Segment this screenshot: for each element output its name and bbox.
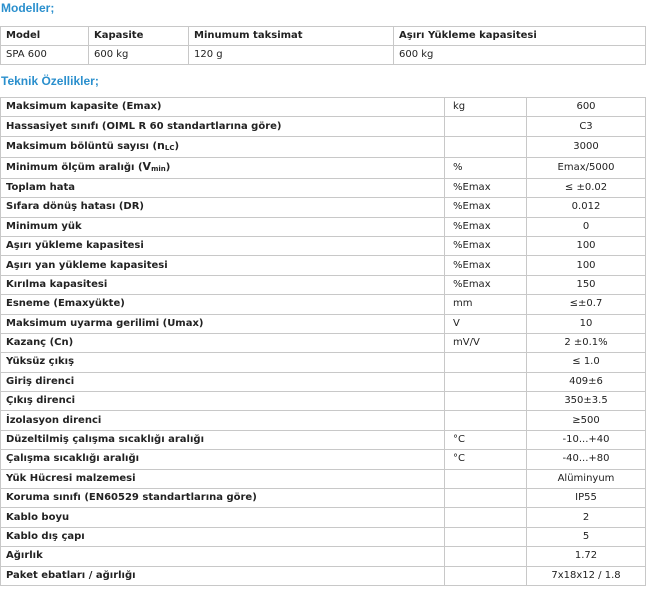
spec-unit [445,566,527,585]
spec-name [1,256,445,275]
spec-name-text: Çıkış direnci [6,395,76,407]
spec-name-text: Kırılma kapasitesi [6,278,108,290]
table-row [1,333,646,352]
spec-unit: % [445,157,527,178]
spec-value: C3 [527,117,646,136]
spec-name [1,566,445,585]
spec-name-symbol: n [157,138,165,152]
spec-name-text: Kazanç (Cn) [6,337,74,349]
spec-name [1,508,445,527]
table-row [1,489,646,508]
spec-name [1,314,445,333]
spec-value: 600 [527,98,646,117]
cell-model: SPA 600 [1,46,89,65]
spec-name-text: Hassasiyet sınıfı (OIML R 60 standartlarına göre) [6,120,282,132]
spec-name-text: Aşırı yükleme kapasitesi [6,240,144,252]
spec-name [1,333,445,352]
spec-name-text: Maksimum uyarma gerilimi (Umax) [6,317,204,329]
spec-name [1,157,445,178]
table-row [1,198,646,217]
spec-unit [445,508,527,527]
spec-value: 3000 [527,136,646,157]
spec-unit: %Emax [445,178,527,197]
spec-name [1,547,445,566]
spec-value: 7x18x12 / 1.8 [527,566,646,585]
spec-name-text: Maksimum kapasite (Emax) [6,101,162,113]
spec-value: ≤±0.7 [527,295,646,314]
cell-overload-capacity: 600 kg [394,46,646,65]
spec-unit [445,547,527,566]
spec-value: 350±3.5 [527,392,646,411]
spec-name-text: Kablo dış çapı [6,531,85,542]
spec-name [1,178,445,197]
spec-name-text: Esneme (Emaxyükte) [6,298,125,310]
spec-name [1,372,445,391]
spec-name-text: Minimum ölçüm aralığı ( [6,161,143,173]
spec-name-subscript: LC [164,143,175,152]
spec-name [1,489,445,508]
spec-name [1,275,445,294]
spec-name-text: Giriş direnci [6,375,75,387]
spec-name-text: İzolasyon direnci [6,414,102,426]
spec-unit [445,392,527,411]
header-cell-overload-capacity: Aşırı Yükleme kapasitesi [394,27,646,46]
spec-value: IP55 [527,489,646,508]
spec-name-symbol: V [142,159,152,173]
header-cell-model: Model [1,27,89,46]
spec-name [1,136,445,157]
spec-name [1,217,445,236]
spec-name-text: Düzeltilmiş çalışma sıcaklığı aralığı [6,434,204,446]
table-row [1,295,646,314]
cell-capacity: 600 kg [89,46,189,65]
spec-value: ≥500 [527,411,646,430]
spec-name [1,450,445,469]
spec-unit: %Emax [445,236,527,255]
spec-value: 1.72 [527,547,646,566]
spec-name-text: Yük Hücresi malzemesi [6,472,136,484]
spec-name [1,353,445,372]
table-row [1,469,646,488]
table-row [1,527,646,546]
spec-value: 10 [527,314,646,333]
spec-value: -40...+80 [527,450,646,469]
models-table-header [1,27,646,46]
spec-name-text: Aşırı yan yükleme kapasitesi [6,259,168,271]
spec-value: ≤ 1.0 [527,353,646,372]
table-row [1,178,646,197]
spec-name-text: Koruma sınıfı (EN60529 standartlarına göre) [6,492,257,504]
spec-unit [445,489,527,508]
spec-unit: %Emax [445,275,527,294]
spec-value: ≤ ±0.02 [527,178,646,197]
spec-unit [445,469,527,488]
table-row [1,353,646,372]
spec-name-text: Toplam hata [6,181,75,193]
spec-unit [445,353,527,372]
spec-name-text: Çalışma sıcaklığı aralığı [6,453,140,465]
table-row [1,117,646,136]
spec-value: 100 [527,256,646,275]
spec-name-text: Maksimum bölüntü sayısı ( [6,140,158,152]
header-cell-capacity: Kapasite [89,27,189,46]
spec-unit: %Emax [445,198,527,217]
spec-name [1,411,445,430]
table-row [1,547,646,566]
spec-name-subscript: min [151,164,166,173]
table-row [1,256,646,275]
table-row [1,157,646,178]
table-row [1,508,646,527]
spec-value: 2 [527,508,646,527]
table-row [1,372,646,391]
spec-name-close: ) [174,140,180,152]
spec-value: 2 ±0.1% [527,333,646,352]
spec-unit: kg [445,98,527,117]
spec-unit: %Emax [445,217,527,236]
spec-value: 0.012 [527,198,646,217]
table-row [1,217,646,236]
spec-value: Alüminyum [527,469,646,488]
spec-unit [445,527,527,546]
spec-name [1,198,445,217]
spec-name-text: Paket ebatları / ağırlığı [6,569,136,581]
table-row [1,136,646,157]
spec-unit: mV/V [445,333,527,352]
spec-value: 409±6 [527,372,646,391]
spec-name-close: ) [165,161,171,173]
table-row [1,392,646,411]
spec-unit: °C [445,450,527,469]
spec-name [1,430,445,449]
table-row [1,314,646,333]
spec-name-text: Kablo boyu [6,511,70,523]
spec-unit [445,136,527,157]
specs-heading: Teknik Özellikler; [1,74,99,88]
specs-table [0,97,646,586]
spec-value: Emax/5000 [527,157,646,178]
spec-name [1,236,445,255]
models-heading: Modeller; [1,1,55,15]
table-row [1,98,646,117]
table-row [1,566,646,585]
spec-name [1,527,445,546]
table-row [1,236,646,255]
spec-name-text: Sıfara dönüş hatası (DR) [6,201,144,213]
spec-unit: %Emax [445,256,527,275]
spec-name [1,98,445,117]
spec-name-text: Yüksüz çıkış [6,356,75,368]
spec-unit: V [445,314,527,333]
spec-name [1,392,445,411]
spec-name-text: Minimum yük [6,220,82,232]
spec-value: 5 [527,527,646,546]
cell-min-division: 120 g [189,46,394,65]
table-row [1,450,646,469]
spec-unit: °C [445,430,527,449]
table-row [1,46,646,65]
specs-table-body [1,98,646,586]
spec-value: 0 [527,217,646,236]
spec-unit [445,117,527,136]
table-row [1,411,646,430]
spec-name [1,469,445,488]
spec-value: 150 [527,275,646,294]
spec-name [1,117,445,136]
spec-value: -10...+40 [527,430,646,449]
spec-unit [445,411,527,430]
spec-value: 100 [527,236,646,255]
models-table [0,26,646,65]
spec-name-text: Ağırlık [6,550,43,562]
spec-name [1,295,445,314]
table-row [1,430,646,449]
header-cell-min-division: Minumum taksimat [189,27,394,46]
table-row [1,275,646,294]
spec-unit: mm [445,295,527,314]
spec-unit [445,372,527,391]
